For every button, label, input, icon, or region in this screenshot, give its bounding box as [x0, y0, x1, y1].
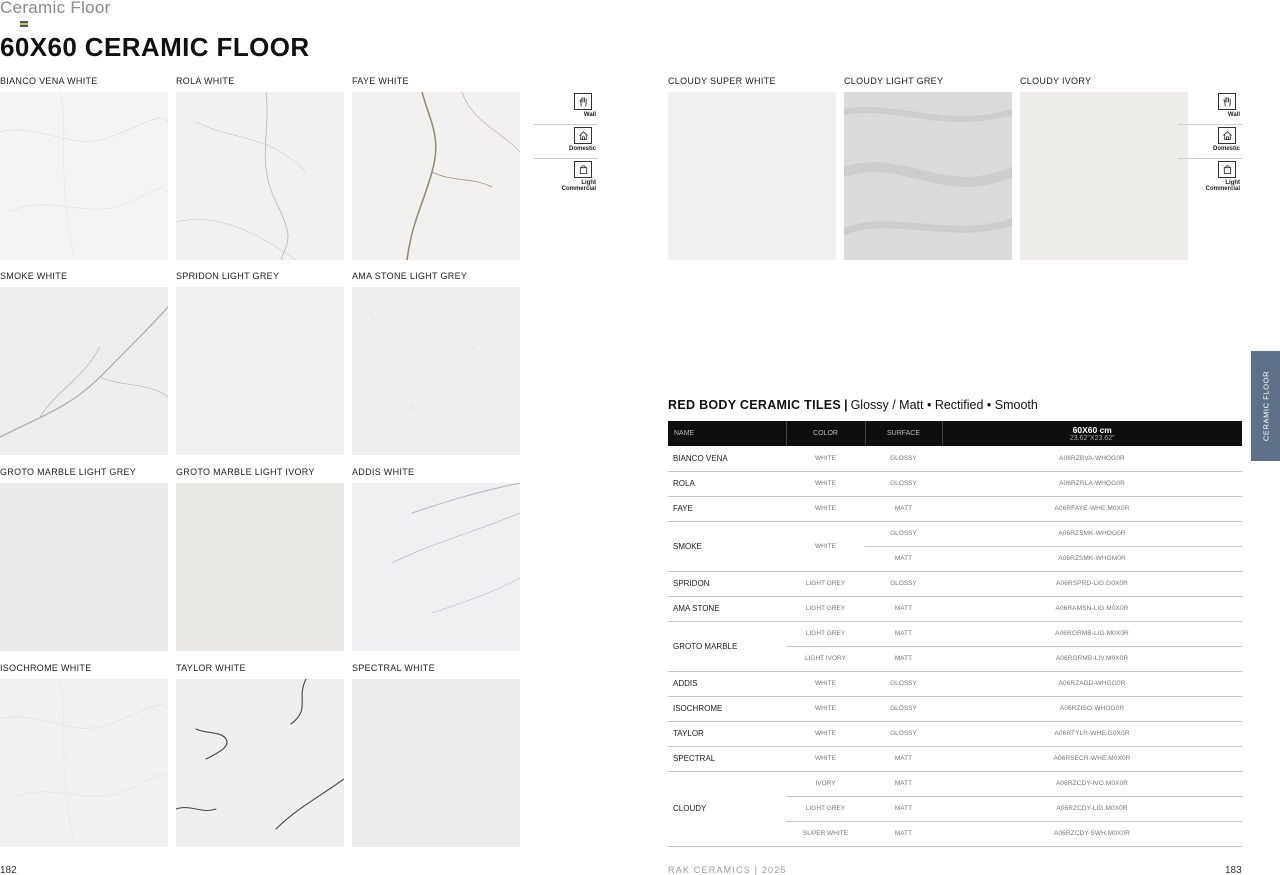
cell-surface: MATT: [865, 771, 942, 796]
cell-code: A06RFAYE-WHE.M0X0R: [942, 496, 1242, 521]
tile-name: TAYLOR WHITE: [176, 663, 246, 673]
cell-color: LIGHT GREY: [786, 796, 865, 821]
cell-surface: MATT: [865, 821, 942, 846]
column-header-size: [942, 421, 1242, 446]
hand-icon: [574, 93, 592, 110]
cell-surface: MATT: [865, 746, 942, 771]
usage-label-line: Light: [581, 180, 596, 186]
cell-name: CLOUDY: [668, 771, 786, 846]
table-row: [668, 571, 1242, 596]
tile-name: ADDIS WHITE: [352, 467, 415, 477]
tile-swatch: [0, 483, 168, 651]
cell-surface: GLOSSY: [865, 571, 942, 596]
table-row: [668, 471, 1242, 496]
cell-surface: MATT: [865, 646, 942, 671]
usage-label: Domestic: [568, 146, 596, 152]
cell-name: SMOKE: [668, 521, 786, 571]
flag-icon: [20, 21, 28, 27]
tile-swatch: [668, 92, 836, 260]
cell-code: A06RZADD-WHGG0R: [942, 671, 1242, 696]
cell-name: AMA STONE: [668, 596, 786, 621]
table-row: [668, 746, 1242, 771]
cell-surface: GLOSSY: [865, 696, 942, 721]
tile-card: [0, 76, 168, 260]
section-label: Ceramic Floor: [0, 0, 111, 17]
usage-label: Wall: [583, 112, 596, 118]
table-row: [668, 621, 1242, 646]
cell-name: TAYLOR: [668, 721, 786, 746]
page-number-right: 183: [1225, 865, 1242, 875]
cell-color: WHITE: [786, 471, 865, 496]
tile-card: [0, 467, 168, 651]
tile-name: AMA STONE LIGHT GREY: [352, 271, 468, 281]
tile-name: SPRIDON LIGHT GREY: [176, 271, 280, 281]
column-header-color: COLOR: [786, 421, 865, 446]
table-row: [668, 596, 1242, 621]
usage-label-line: Commercial: [561, 186, 596, 192]
cell-surface: GLOSSY: [865, 671, 942, 696]
size-main: 60X60 cm: [1072, 425, 1112, 435]
tile-base: [1020, 92, 1188, 260]
tile-vein: [412, 407, 414, 408]
tile-name: GROTO MARBLE LIGHT GREY: [0, 467, 137, 477]
tile-swatch: [352, 679, 520, 847]
cell-code: A06RZBVA-WHOG0R: [942, 446, 1242, 471]
usage-domestic: [534, 125, 598, 159]
usage-icons-left: [534, 91, 598, 193]
cell-code: A06RGRMB-LIG.M0X0R: [942, 621, 1242, 646]
table-row: [668, 496, 1242, 521]
tile-vein: [472, 347, 474, 348]
size-sub: 23.62"X23.62": [1069, 435, 1115, 442]
table-row: [668, 721, 1242, 746]
usage-label-line: Commercial: [1205, 186, 1240, 192]
tile-base: [0, 287, 168, 455]
tile-base: [668, 92, 836, 260]
tile-base: [176, 679, 344, 847]
cell-name: ROLA: [668, 471, 786, 496]
cell-surface: GLOSSY: [865, 521, 942, 546]
tile-name: CLOUDY SUPER WHITE: [668, 76, 776, 86]
tile-swatch: [352, 92, 520, 260]
usage-wall: [534, 91, 598, 125]
table-row: [668, 696, 1242, 721]
table-heading: [668, 398, 1038, 412]
tile-base: [352, 483, 520, 651]
section-side-tab[interactable]: [1251, 351, 1280, 461]
tile-base: [176, 287, 344, 455]
usage-label: [1206, 180, 1240, 192]
tile-swatch: [176, 92, 344, 260]
page-number-left: 182: [0, 865, 17, 875]
tile-name: SMOKE WHITE: [0, 271, 68, 281]
side-tab-label: CERAMIC FLOOR: [1261, 370, 1270, 442]
tile-base: [176, 92, 344, 260]
tile-card: [1020, 76, 1188, 260]
cell-surface: GLOSSY: [865, 446, 942, 471]
tile-name: GROTO MARBLE LIGHT IVORY: [176, 467, 315, 477]
usage-label: Wall: [1227, 112, 1240, 118]
cell-name: GROTO MARBLE: [668, 621, 786, 671]
cell-color: WHITE: [786, 671, 865, 696]
tile-name: BIANCO VENA WHITE: [0, 76, 98, 86]
usage-wall: [1178, 91, 1242, 125]
tile-card: [844, 76, 1012, 260]
table-row: [668, 521, 1242, 546]
tile-card: [352, 271, 520, 455]
column-header-surface: SURFACE: [865, 421, 942, 446]
cell-name: ISOCHROME: [668, 696, 786, 721]
cell-code: A06RGRMB-LIV.M0X0R: [942, 646, 1242, 671]
tile-base: [352, 287, 520, 455]
tile-swatch: [0, 287, 168, 455]
column-header-name: NAME: [668, 421, 786, 446]
tile-swatch: [352, 287, 520, 455]
tile-card: [668, 76, 836, 260]
house-icon: [1218, 127, 1236, 144]
cell-code: A06RTYLR-WHE.G0X0R: [942, 721, 1242, 746]
tile-name: ROLA WHITE: [176, 76, 235, 86]
tile-swatch: [0, 92, 168, 260]
usage-light-commercial: [1178, 159, 1242, 193]
usage-label: [562, 180, 596, 192]
cell-color: WHITE: [786, 721, 865, 746]
tile-card: [0, 663, 168, 847]
cell-code: A06RZCDY-LIG.M0X0R: [942, 796, 1242, 821]
tile-name: CLOUDY IVORY: [1020, 76, 1092, 86]
table-row: [668, 671, 1242, 696]
cell-color: WHITE: [786, 496, 865, 521]
tile-swatch: [0, 679, 168, 847]
hand-icon: [1218, 93, 1236, 110]
tile-base: [0, 92, 168, 260]
tile-card: [352, 76, 520, 260]
cell-surface: GLOSSY: [865, 471, 942, 496]
cell-color: WHITE: [786, 521, 865, 571]
tile-card: [352, 467, 520, 651]
table-heading-rest: Glossy / Matt • Rectified • Smooth: [850, 398, 1038, 412]
tile-swatch: [176, 483, 344, 651]
cell-surface: MATT: [865, 496, 942, 521]
tile-base: [176, 483, 344, 651]
cell-code: A06RZCDY-IVO.M0X0R: [942, 771, 1242, 796]
tile-card: [176, 663, 344, 847]
cell-name: FAYE: [668, 496, 786, 521]
cell-code: A06RZSMK-WHOG0R: [942, 521, 1242, 546]
tile-swatch: [176, 679, 344, 847]
cell-code: A06RAMSN-LIG.M0X0R: [942, 596, 1242, 621]
cell-color: LIGHT GREY: [786, 571, 865, 596]
cell-surface: MATT: [865, 621, 942, 646]
cell-code: A06RSECR-WHE.M0X0R: [942, 746, 1242, 771]
cell-surface: MATT: [865, 546, 942, 571]
table-row: [668, 771, 1242, 796]
tile-vein: [372, 317, 374, 318]
tile-name: ISOCHROME WHITE: [0, 663, 92, 673]
table-header-row: [668, 421, 1242, 446]
cell-color: LIGHT GREY: [786, 596, 865, 621]
tile-name: SPECTRAL WHITE: [352, 663, 435, 673]
cell-code: A06RZCDY-SWH.M0X0R: [942, 821, 1242, 846]
page-title: 60X60 CERAMIC FLOOR: [0, 32, 310, 62]
tile-card: [176, 467, 344, 651]
cell-code: A06RZSMK-WHGM0R: [942, 546, 1242, 571]
table-heading-separator: |: [844, 398, 848, 412]
usage-domestic: [1178, 125, 1242, 159]
tile-swatch: [1020, 92, 1188, 260]
tile-name: CLOUDY LIGHT GREY: [844, 76, 944, 86]
tile-swatch: [844, 92, 1012, 260]
usage-label: Domestic: [1212, 146, 1240, 152]
usage-light-commercial: [534, 159, 598, 193]
cell-name: BIANCO VENA: [668, 446, 786, 471]
flag-stripe-bottom: [20, 25, 28, 27]
table-row: [668, 446, 1242, 471]
cell-color: WHITE: [786, 746, 865, 771]
cell-name: SPRIDON: [668, 571, 786, 596]
cell-color: IVORY: [786, 771, 865, 796]
footer-brand: RAK CERAMICS | 2025: [668, 865, 787, 875]
shopping-bag-icon: [1218, 161, 1236, 178]
tile-card: [0, 271, 168, 455]
tile-name: FAYE WHITE: [352, 76, 409, 86]
tile-card: [176, 271, 344, 455]
table-heading-bold: RED BODY CERAMIC TILES: [668, 398, 842, 412]
tile-swatch: [352, 483, 520, 651]
cell-color: WHITE: [786, 446, 865, 471]
cell-color: SUPER WHITE: [786, 821, 865, 846]
house-icon: [574, 127, 592, 144]
usage-label-line: Light: [1225, 180, 1240, 186]
cell-surface: MATT: [865, 596, 942, 621]
cell-name: ADDIS: [668, 671, 786, 696]
cell-code: A06RZISO-WHOG0R: [942, 696, 1242, 721]
cell-name: SPECTRAL: [668, 746, 786, 771]
tile-base: [0, 679, 168, 847]
cell-surface: MATT: [865, 796, 942, 821]
cell-color: WHITE: [786, 696, 865, 721]
tile-base: [352, 92, 520, 260]
tile-base: [352, 679, 520, 847]
tile-card: [176, 76, 344, 260]
cell-color: LIGHT IVORY: [786, 646, 865, 671]
cell-surface: GLOSSY: [865, 721, 942, 746]
usage-icons-right: [1178, 91, 1242, 193]
cell-code: A06RZRLA-WHOG0R: [942, 471, 1242, 496]
tile-base: [0, 483, 168, 651]
cell-color: LIGHT GREY: [786, 621, 865, 646]
tile-card: [352, 663, 520, 847]
shopping-bag-icon: [574, 161, 592, 178]
cell-code: A06RSPRD-LIG.G0X0R: [942, 571, 1242, 596]
tile-swatch: [176, 287, 344, 455]
spec-table: [668, 421, 1242, 847]
